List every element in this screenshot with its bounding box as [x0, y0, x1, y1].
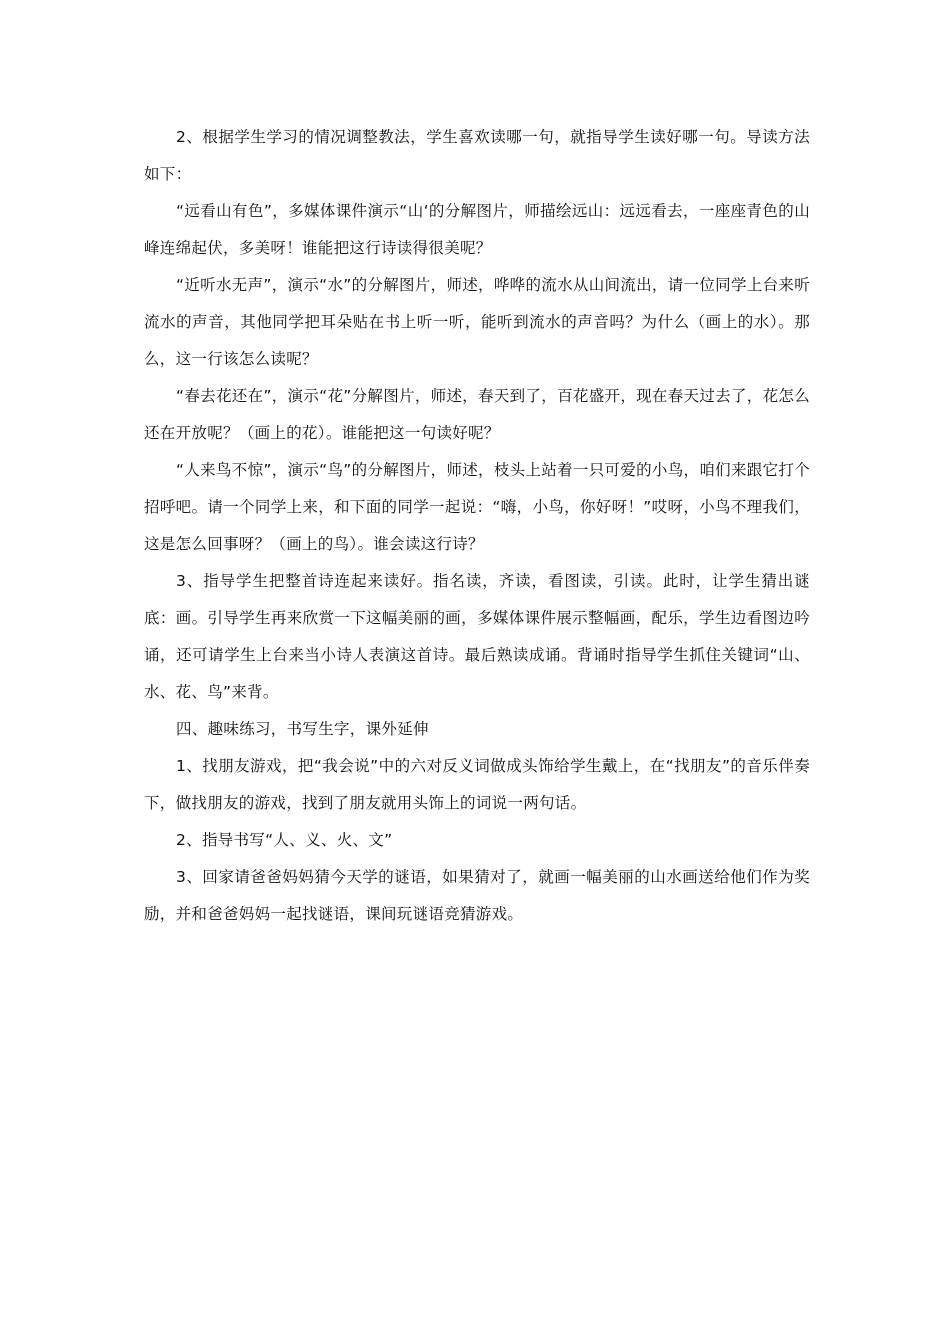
paragraph-water: “近听水无声”，演示“水”的分解图片，师述，哗哗的流水从山间流出，请一位同学上台来听流水的声音，其他同学把耳朵贴在书上听一听，能听到流水的声音吗？为什么（画上的水）。那么，这一行该怎么读呢？	[144, 276, 810, 368]
paragraph-exercise-2: 2、指导书写“人、义、火、文”	[176, 831, 393, 849]
paragraph-bird: “人来鸟不惊”，演示“鸟”的分解图片，师述，枝头上站着一只可爱的小鸟，咱们来跟它打个招呼吧。请一个同学上来，和下面的同学一起说：“嗨，小鸟，你好呀！”哎呀，小鸟不理我们，这是怎么回事呀？（画上的鸟）。谁会读这行诗？	[144, 461, 810, 553]
paragraph-step-3: 3、指导学生把整首诗连起来读好。指名读，齐读，看图读，引读。此时，让学生猜出谜底：画。引导学生再来欣赏一下这幅美丽的画，多媒体课件展示整幅画，配乐，学生边看图边吟诵，还可请学生上台来当小诗人表演这首诗。最后熟读成诵。背诵时指导学生抓住关键词“山、水、花、鸟”来背。	[144, 572, 810, 701]
section-heading-4: 四、趣味练习，书写生字，课外延伸	[176, 720, 429, 738]
paragraph-flower: “春去花还在”，演示“花”分解图片，师述，春天到了，百花盛开，现在春天过去了，花怎么还在开放呢？（画上的花）。谁能把这一句读好呢？	[144, 387, 810, 442]
paragraph-mountain: “远看山有色”，多媒体课件演示“山‘的分解图片，师描绘远山：远远看去，一座座青色的山峰连绵起伏，多美呀！谁能把这行诗读得很美呢？	[144, 202, 810, 257]
paragraph-exercise-3: 3、回家请爸爸妈妈猜今天学的谜语，如果猜对了，就画一幅美丽的山水画送给他们作为奖励，并和爸爸妈妈一起找谜语，课间玩谜语竞猜游戏。	[144, 868, 810, 923]
paragraph-exercise-1: 1、找朋友游戏，把“我会说”中的六对反义词做成头饰给学生戴上，在“找朋友”的音乐伴奏下，做找朋友的游戏，找到了朋友就用头饰上的词说一两句话。	[144, 757, 810, 812]
paragraph-step-2: 2、根据学生学习的情况调整教法，学生喜欢读哪一句，就指导学生读好哪一句。导读方法如下：	[144, 128, 810, 183]
document-body	[144, 119, 810, 933]
